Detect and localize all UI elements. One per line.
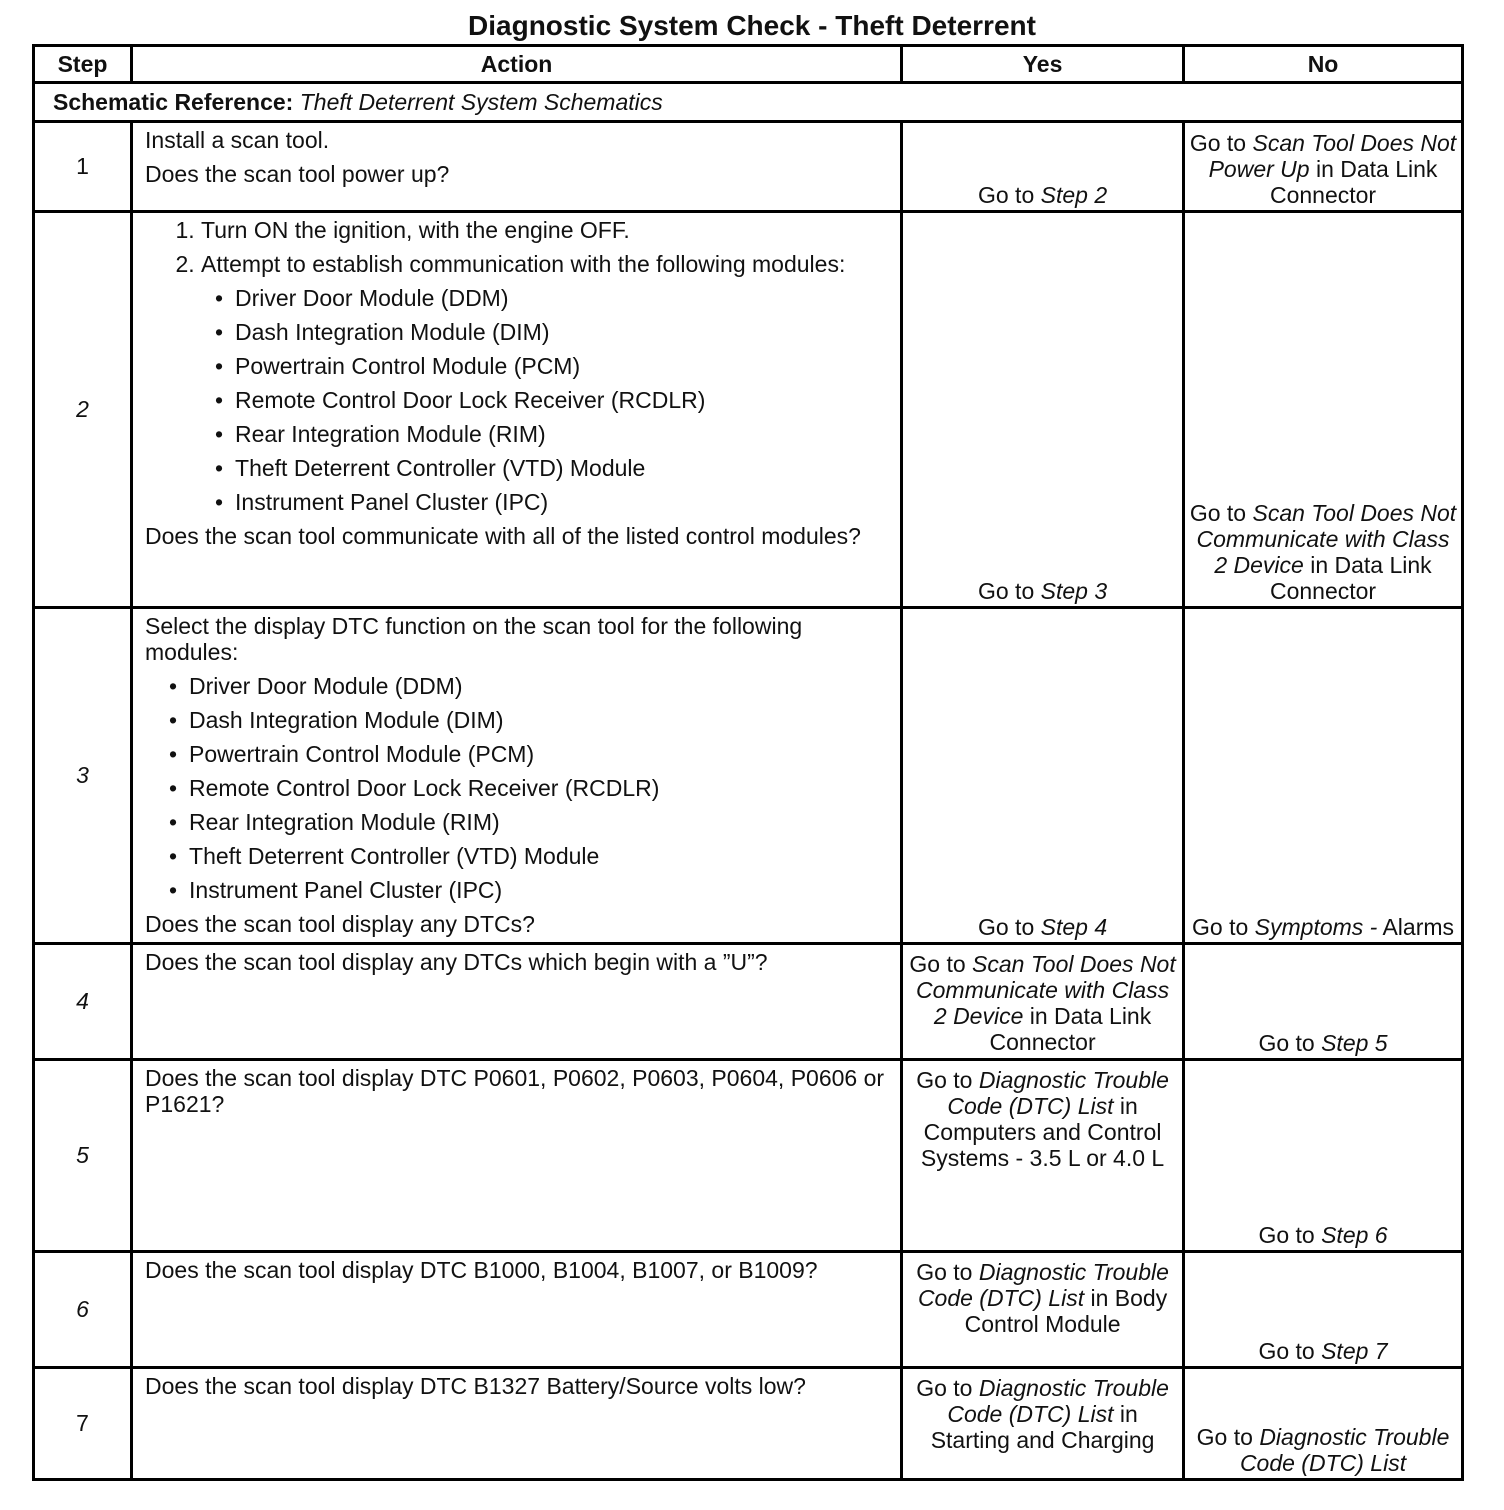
module-item: • Instrument Panel Cluster (IPC) [235, 489, 890, 515]
action-steps [145, 217, 890, 515]
module-item: • Theft Deterrent Controller (VTD) Module [189, 843, 890, 869]
table-row [34, 1252, 1463, 1368]
schematic-reference-link[interactable]: Theft Deterrent System Schematics [299, 88, 663, 115]
step-number: 3 [34, 608, 132, 944]
no-cell: Go to Scan Tool Does Not Communicate with Class 2 Device in Data Link Connector [1184, 212, 1463, 608]
action-cell [132, 1060, 902, 1252]
step-number: 2 [34, 212, 132, 608]
action-question: Does the scan tool display DTC P0601, P0602, P0603, P0604, P0606 or P1621? [145, 1065, 885, 1117]
table-row [34, 608, 1463, 944]
step-number: 5 [34, 1060, 132, 1252]
step-number: 6 [34, 1252, 132, 1368]
table-row [34, 944, 1463, 1060]
action-question: Does the scan tool display any DTCs which begin with a ”U”? [145, 949, 768, 975]
schematic-reference-label: Schematic Reference: [53, 88, 294, 115]
no-link[interactable]: Step 6 [1321, 1222, 1388, 1248]
yes-cell: Go to Diagnostic Trouble Code (DTC) List in Starting and Charging [902, 1368, 1184, 1480]
action-cell [132, 1368, 902, 1480]
no-cell: Go to Scan Tool Does Not Power Up in Data Link Connector [1184, 122, 1463, 212]
action-question: Does the scan tool display DTC B1000, B1004, B1007, or B1009? [145, 1257, 818, 1283]
header-row [34, 46, 1463, 83]
step-number: 7 [34, 1368, 132, 1480]
action-question: Does the scan tool power up? [145, 161, 450, 187]
table-row [34, 212, 1463, 608]
table-row [34, 1368, 1463, 1480]
yes-cell: Go to Diagnostic Trouble Code (DTC) List in Body Control Module [902, 1252, 1184, 1368]
yes-cell: Go to Diagnostic Trouble Code (DTC) List in Computers and Control Systems - 3.5 L or 4.0 L [902, 1060, 1184, 1252]
table-row [34, 1060, 1463, 1252]
header-step: Step [34, 46, 132, 83]
yes-cell: Go to Step 4 [902, 608, 1184, 944]
yes-link[interactable]: Scan Tool Does Not Communicate with Class 2 Device [916, 951, 1176, 1029]
module-item: • Powertrain Control Module (PCM) [235, 353, 890, 379]
no-cell: Go to Step 5 [1184, 944, 1463, 1060]
yes-link[interactable]: Diagnostic Trouble Code (DTC) List [947, 1067, 1169, 1119]
table-row [34, 122, 1463, 212]
module-item: • Driver Door Module (DDM) [235, 285, 890, 311]
yes-link[interactable]: Step 4 [1040, 914, 1108, 940]
no-link[interactable]: Scan Tool Does Not Communicate with Class 2 Device [1196, 500, 1457, 578]
yes-cell: Go to Step 3 [902, 212, 1184, 608]
module-item: • Rear Integration Module (RIM) [235, 421, 890, 447]
yes-link[interactable]: Step 2 [1040, 182, 1108, 208]
page-title: Diagnostic System Check - Theft Deterrent [468, 10, 1036, 41]
action-step: 2. Attempt to establish communication with the following modules: • Driver Door Module (DDM) • Dash Integration Module (DIM) • Powertrain Control Module (PCM) • Remote Control Door Lock Receiver (RCDLR) • Rear Integration Module (RIM) • Theft Deterrent Controller (VTD) Module • Instrument Panel Cluster (IPC) [201, 251, 890, 515]
action-cell [132, 1252, 902, 1368]
action-question: Does the scan tool display any DTCs? [145, 911, 535, 937]
module-list [145, 673, 890, 903]
header-no: No [1184, 46, 1463, 83]
step-number: 1 [34, 122, 132, 212]
schematic-reference-row [34, 83, 1463, 122]
no-link[interactable]: Scan Tool Does Not Power Up [1208, 130, 1457, 182]
action-cell [132, 212, 902, 608]
module-item: • Powertrain Control Module (PCM) [189, 741, 890, 767]
header-action: Action [132, 46, 902, 83]
diagnostic-table [32, 44, 1464, 1481]
action-line: Install a scan tool. [145, 127, 330, 153]
action-cell [132, 122, 902, 212]
action-step: 1. Turn ON the ignition, with the engine OFF. [201, 217, 890, 243]
yes-cell: Go to Scan Tool Does Not Communicate with Class 2 Device in Data Link Connector [902, 944, 1184, 1060]
yes-link[interactable]: Diagnostic Trouble Code (DTC) List [947, 1375, 1169, 1427]
module-item: • Remote Control Door Lock Receiver (RCDLR) [235, 387, 890, 413]
module-item: • Rear Integration Module (RIM) [189, 809, 890, 835]
no-link[interactable]: Step 7 [1321, 1338, 1388, 1364]
no-link[interactable]: Step 5 [1321, 1030, 1388, 1056]
no-link[interactable]: Diagnostic Trouble Code (DTC) List [1239, 1424, 1450, 1476]
module-list [201, 285, 890, 515]
action-question: Does the scan tool communicate with all of the listed control modules? [145, 523, 861, 549]
action-cell [132, 608, 902, 944]
yes-cell: Go to Step 2 [902, 122, 1184, 212]
step-number: 4 [34, 944, 132, 1060]
no-cell: Go to Step 7 [1184, 1252, 1463, 1368]
module-item: • Dash Integration Module (DIM) [189, 707, 890, 733]
no-cell: Go to Symptoms - Alarms [1184, 608, 1463, 944]
module-item: • Driver Door Module (DDM) [189, 673, 890, 699]
no-cell: Go to Step 6 [1184, 1060, 1463, 1252]
no-link[interactable]: Symptoms - [1254, 914, 1378, 940]
no-cell: Go to Diagnostic Trouble Code (DTC) List [1184, 1368, 1463, 1480]
header-yes: Yes [902, 46, 1184, 83]
action-cell [132, 944, 902, 1060]
yes-link[interactable]: Step 3 [1040, 578, 1108, 604]
module-item: • Theft Deterrent Controller (VTD) Module [235, 455, 890, 481]
module-item: • Instrument Panel Cluster (IPC) [189, 877, 890, 903]
action-question: Does the scan tool display DTC B1327 Battery/Source volts low? [145, 1373, 806, 1399]
action-intro: Select the display DTC function on the scan tool for the following modules: [145, 613, 803, 665]
yes-link[interactable]: Diagnostic Trouble Code (DTC) List [917, 1259, 1169, 1311]
module-item: • Dash Integration Module (DIM) [235, 319, 890, 345]
module-item: • Remote Control Door Lock Receiver (RCDLR) [189, 775, 890, 801]
schematic-reference [34, 83, 1463, 122]
